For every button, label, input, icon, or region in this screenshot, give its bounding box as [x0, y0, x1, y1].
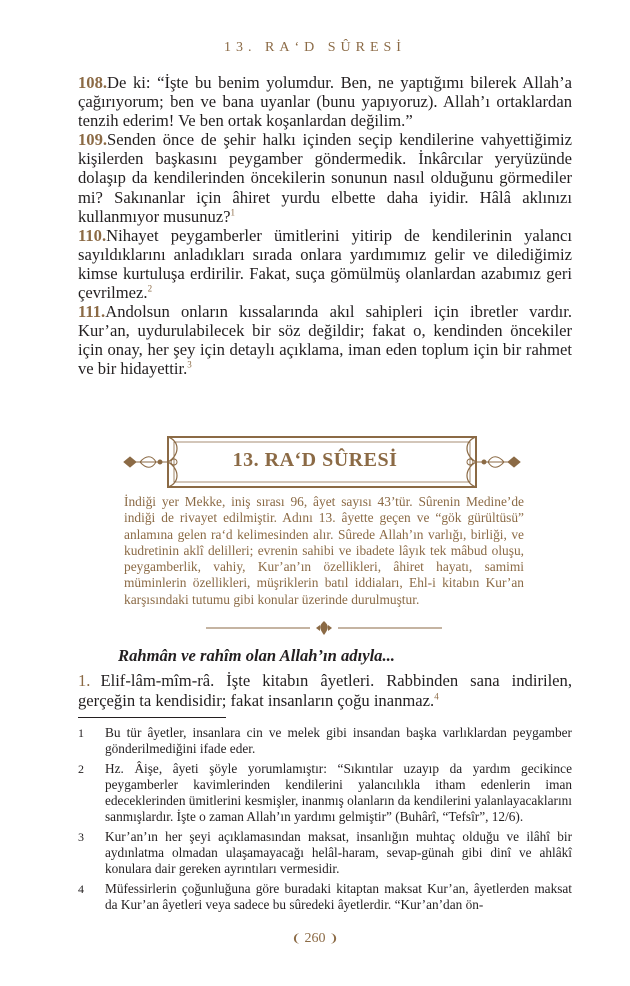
- footnote-item: [78, 725, 572, 758]
- ornament-left-icon: ❨: [291, 933, 301, 945]
- footnotes: [78, 725, 572, 916]
- footnote-item: [78, 829, 572, 878]
- footnote-number: 2: [78, 761, 84, 776]
- basmala: Rahmân ve rahîm olan Allah’ın adıyla...: [118, 646, 395, 665]
- running-header: 13. RA‘D SÛRESİ: [224, 40, 406, 55]
- footnote-item: [78, 881, 572, 914]
- verse-text: Nihayet peygamberler ümitlerini yitirip de kendilerinin yalancı sayıldıklarını anladıkları sırada onlara yardımımız gelir ve dilediğimiz kimse kurtuluşa erdirilir. Fakat, suça gömülmüş olanlardan azabımız geri çevrilmez.: [78, 225, 572, 303]
- verse-1: [78, 671, 572, 710]
- page-number: [0, 931, 630, 947]
- verse-111: [78, 302, 572, 378]
- footnote-number: 3: [78, 829, 84, 844]
- footnote-text: Kur’an’ın her şeyi açıklamasından maksat, insanlığın muhtaç olduğu ve ilâhî bir aydınlatma olmadan ulaşamayacağı helâl-haram, sevap-günah gibi dinî ve ahlâkî konulara dair gereken ayrıntıları vermesidir.: [105, 828, 572, 877]
- verse-number: 111.: [78, 302, 106, 322]
- footnote-item: [78, 761, 572, 826]
- ornamental-divider: [206, 620, 442, 636]
- page-number-value: 260: [304, 931, 326, 946]
- sura-title: 13. RA‘D SÛRESİ: [232, 449, 398, 471]
- verse-number: 110.: [78, 225, 107, 245]
- ornament-right-icon: ❩: [329, 933, 339, 945]
- verse-109: [78, 130, 572, 225]
- verses-block: [78, 73, 572, 379]
- verse-number: 108.: [78, 73, 108, 92]
- footnote-number: 4: [78, 881, 84, 896]
- footnote-ref[interactable]: 1: [230, 207, 236, 218]
- verse-number: 109.: [78, 130, 108, 150]
- verse-text: Senden önce de şehir halkı içinden seçip kendilerine vahyettiğimiz kişilerden başkasını peygamber göndermedik. İnkârcılar yeryüzünde dolaşıp da kendilerinden öncekilerin sonunun nasıl olduğunu görmediler mi? Sakınanlar için âhiret yurdu elbette daha iyidir. Hâlâ aklınızı kullanmıyor musunuz?: [78, 130, 572, 226]
- verse-number: 1.: [78, 671, 91, 690]
- footnote-number: 1: [78, 726, 84, 740]
- verse-110: [78, 226, 572, 302]
- footnote-ref[interactable]: 2: [147, 283, 153, 294]
- footnote-text: Müfessirlerin çoğunluğuna göre buradaki kitaptan maksat Kur’an, âyetlerden maksat da Kur’an âyetleri veya sadece bu sûredeki âyetlerdir. “Kur’an’dan ön-: [105, 880, 572, 912]
- footnote-text: Bu tür âyetler, insanlara cin ve melek gibi insandan başka varlıklardan peygamber gönderilmediğini ifade eder.: [105, 725, 572, 757]
- verse-108: [78, 73, 572, 130]
- sura-introduction: İndiği yer Mekke, iniş sırası 96, âyet sayısı 43’tür. Sûrenin Medine’de indiği de rivayet edilmiştir. Adını 13. âyette geçen ve “gök gürültüsü” anlamına gelen ra‘d kelimesinden alır. Sûrede Allah’ın varlığı, birliği, ve kudretinin aklî delilleri; evrenin sahibi ve ibadete lâyık tek mâbud oluşu, peygamberlik, vahiy, Kur’an’ın özellikleri, âhiret hayatı, samimi müminlerin özellikleri, müşriklerin batıl iddiaları, Ehl-i kitabın Kur’an karşısındaki tutumu gibi konular üzerinde durulmuştur.: [124, 494, 524, 607]
- footnote-ref[interactable]: 4: [434, 690, 439, 701]
- verse-text: De ki: “İşte bu benim yolumdur. Ben, ne yaptığımı bilerek Allah’a çağırıyorum; ben ve bana uyanlar (bunu yapıyoruz). Allah’ı ortaklardan tenzih ederim! Ve ben ortak koşanlardan değilim.”: [78, 73, 572, 131]
- verse-text: Elif-lâm-mîm-râ. İşte kitabın âyetleri. Rabbinden sana indirilen, gerçeğin ta kendisidir; fakat insanların çoğu inanmaz.: [78, 671, 572, 710]
- footnote-text: Hz. Âişe, âyeti şöyle yorumlamıştır: “Sıkıntılar uzayıp da yardım gecikince peygamberler kavimlerinden kendilerini yalancılıkla itham edenlerin iman edeceklerinden ümitlerini kesmişler, inanmış olanların da kendilerini yalanlayacaklarını sanmışlardır. İşte o zaman Allah’ın yardımı gelmiştir” (Buhârî, “Tefsîr”, 12/6).: [105, 760, 572, 825]
- footnote-separator: [78, 717, 226, 718]
- verse-text: Andolsun onların kıssalarında akıl sahipleri için ibretler vardır. Kur’an, uydurulabilecek bir söz değildir; fakat o, kendinden öncekiler için onay, her şey için detaylı açıklama, iman eden toplum için bir rahmet ve bir hidayettir.: [78, 302, 572, 379]
- footnote-ref[interactable]: 3: [187, 359, 192, 370]
